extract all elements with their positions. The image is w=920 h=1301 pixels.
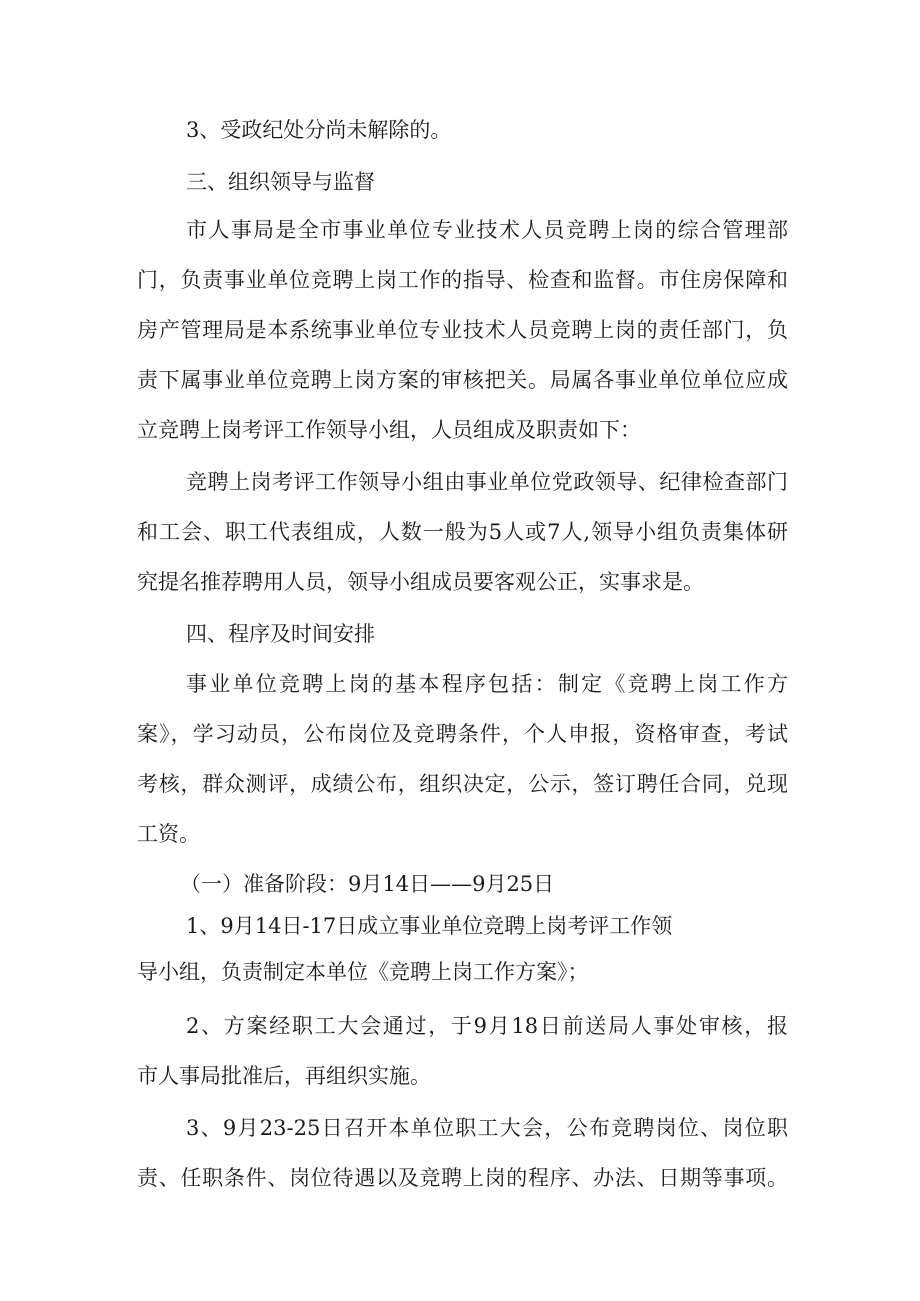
paragraph-line: 究提名推荐聘用人员，领导小组成员要客观公正，实事求是。 [137,570,704,594]
subsection-heading-prep: （一）准备阶段：9月14日——9月25日 [180,872,555,896]
section-heading-4: 四、程序及时间安排 [186,622,375,646]
list-item-2-continued: 市人事局批准后，再组织实施。 [137,1064,431,1088]
list-item-3-continued: 责、任职条件、岗位待遇以及竞聘上岗的程序、办法、日期等事项。 [137,1166,788,1190]
list-item-1: 1、9月14日-17日成立事业单位竞聘上岗考评工作领 [186,914,673,938]
list-item-2: 2、方案经职工大会通过，于9月18日前送局人事处审核，报 [186,1014,788,1038]
list-item-1-continued: 导小组，负责制定本单位《竞聘上岗工作方案》； [137,960,589,984]
paragraph-line: 责下属事业单位竞聘上岗方案的审核把关。局属各事业单位单位应成 [137,368,788,392]
paragraph-line: 事业单位竞聘上岗的基本程序包括：制定《竞聘上岗工作方 [186,672,788,696]
paragraph-line: 案》，学习动员，公布岗位及竞聘条件，个人申报，资格审查，考试 [137,722,788,746]
paragraph-line: 工资。 [137,822,200,846]
paragraph-line: 和工会、职工代表组成，人数一般为5人或7人,领导小组负责集体研 [137,520,788,544]
paragraph-line: 立竞聘上岗考评工作领导小组，人员组成及职责如下： [137,418,641,442]
paragraph-line: 门，负责事业单位竞聘上岗工作的指导、检查和监督。市住房保障和 [137,268,788,292]
paragraph-line: 竞聘上岗考评工作领导小组由事业单位党政领导、纪律检查部门 [186,470,788,494]
paragraph-line: 房产管理局是本系统事业单位专业技术人员竞聘上岗的责任部门，负 [137,318,788,342]
section-heading-3: 三、组织领导与监督 [186,170,375,194]
paragraph-line: 考核，群众测评，成绩公布，组织决定，公示，签订聘任合同，兑现 [137,772,788,796]
list-item-3: 3、9月23-25日召开本单位职工大会，公布竞聘岗位、岗位职 [186,1116,788,1140]
paragraph-line: 市人事局是全市事业单位专业技术人员竞聘上岗的综合管理部 [186,218,788,242]
list-item-3-disciplinary: 3、受政纪处分尚未解除的。 [186,118,452,142]
